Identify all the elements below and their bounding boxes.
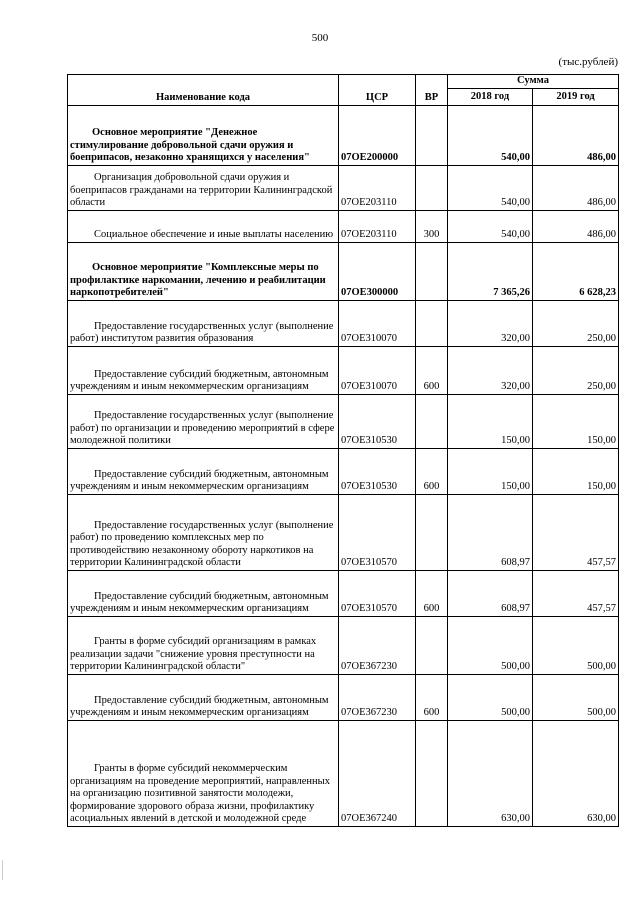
row-name: Социальное обеспечение и иные выплаты населению — [68, 211, 339, 243]
table-row — [68, 571, 619, 617]
row-2018: 608,97 — [448, 571, 533, 617]
row-csr: 07ОЕ367230 — [339, 617, 416, 675]
row-vr: 600 — [416, 347, 448, 395]
table-row — [68, 301, 619, 347]
row-name: Организация добровольной сдачи оружия и боеприпасов гражданами на территории Калининградской области — [68, 166, 339, 211]
row-name: Предоставление субсидий бюджетным, автономным учреждениям и иным некоммерческим организациям — [68, 571, 339, 617]
header-2019: 2019 год — [533, 89, 619, 106]
row-vr: 600 — [416, 571, 448, 617]
row-csr: 07ОЕ310530 — [339, 449, 416, 495]
row-csr: 07ОЕ203110 — [339, 166, 416, 211]
row-name: Предоставление субсидий бюджетным, автономным учреждениям и иным некоммерческим организациям — [68, 449, 339, 495]
row-name: Предоставление субсидий бюджетным, автономным учреждениям и иным некоммерческим организациям — [68, 347, 339, 395]
row-vr: 600 — [416, 675, 448, 721]
row-2019: 150,00 — [533, 395, 619, 449]
row-name: Предоставление государственных услуг (выполнение работ) по проведению комплексных мер по противодействию незаконному обороту наркотиков на территории Калининградской области — [68, 495, 339, 571]
row-name: Основное мероприятие "Денежное стимулирование добровольной сдачи оружия и боеприпасов, незаконно хранящихся у населения" — [68, 106, 339, 166]
row-vr — [416, 301, 448, 347]
row-2018: 320,00 — [448, 301, 533, 347]
row-name: Основное мероприятие "Комплексные меры по профилактике наркомании, лечению и реабилитации наркопотребителей" — [68, 243, 339, 301]
row-name: Гранты в форме субсидий организациям в рамках реализации задачи "снижение уровня преступности на территории Калининградской области" — [68, 617, 339, 675]
row-vr: 600 — [416, 449, 448, 495]
row-name: Гранты в форме субсидий некоммерческим организациям на проведение мероприятий, направленных на организацию позитивной занятости молодежи, формирование здорового образа жизни, профилактику асоциальных явлений в детской и молодежной среде — [68, 721, 339, 827]
row-name: Предоставление субсидий бюджетным, автономным учреждениям и иным некоммерческим организациям — [68, 675, 339, 721]
table-row — [68, 106, 619, 166]
table-row — [68, 166, 619, 211]
row-vr — [416, 106, 448, 166]
table-row — [68, 721, 619, 827]
table-row — [68, 675, 619, 721]
row-name: Предоставление государственных услуг (выполнение работ) по организации и проведению мероприятий в сфере молодежной политики — [68, 395, 339, 449]
row-2019: 150,00 — [533, 449, 619, 495]
row-csr: 07ОЕ203110 — [339, 211, 416, 243]
row-2019: 486,00 — [533, 106, 619, 166]
row-csr: 07ОЕ367230 — [339, 675, 416, 721]
table-row — [68, 243, 619, 301]
header-sum: Сумма — [448, 75, 619, 89]
page-number: 500 — [311, 32, 329, 44]
row-vr — [416, 617, 448, 675]
header-name: Наименование кода — [68, 75, 339, 106]
row-csr: 07ОЕ300000 — [339, 243, 416, 301]
row-2019: 457,57 — [533, 495, 619, 571]
row-2019: 6 628,23 — [533, 243, 619, 301]
row-name: Предоставление государственных услуг (выполнение работ) институтом развития образования — [68, 301, 339, 347]
row-csr: 07ОЕ310570 — [339, 495, 416, 571]
row-2018: 7 365,26 — [448, 243, 533, 301]
row-csr: 07ОЕ367240 — [339, 721, 416, 827]
row-vr — [416, 243, 448, 301]
row-vr: 300 — [416, 211, 448, 243]
row-2018: 540,00 — [448, 106, 533, 166]
row-2019: 486,00 — [533, 211, 619, 243]
row-vr — [416, 495, 448, 571]
row-vr — [416, 395, 448, 449]
row-vr — [416, 166, 448, 211]
units-label: (тыс.рублей) — [558, 56, 618, 68]
header-vr: ВР — [416, 75, 448, 106]
scan-edge-mark — [2, 860, 3, 880]
table-row — [68, 211, 619, 243]
header-2018: 2018 год — [448, 89, 533, 106]
row-2018: 608,97 — [448, 495, 533, 571]
row-csr: 07ОЕ200000 — [339, 106, 416, 166]
header-csr: ЦСР — [339, 75, 416, 106]
row-2019: 457,57 — [533, 571, 619, 617]
row-2018: 320,00 — [448, 347, 533, 395]
table-row — [68, 617, 619, 675]
row-2018: 540,00 — [448, 211, 533, 243]
row-2019: 630,00 — [533, 721, 619, 827]
row-csr: 07ОЕ310070 — [339, 347, 416, 395]
table-row — [68, 347, 619, 395]
table-row — [68, 495, 619, 571]
row-2018: 500,00 — [448, 617, 533, 675]
row-2018: 630,00 — [448, 721, 533, 827]
row-2018: 500,00 — [448, 675, 533, 721]
row-vr — [416, 721, 448, 827]
row-2018: 150,00 — [448, 395, 533, 449]
row-csr: 07ОЕ310530 — [339, 395, 416, 449]
row-2019: 500,00 — [533, 617, 619, 675]
row-csr: 07ОЕ310070 — [339, 301, 416, 347]
row-2019: 250,00 — [533, 347, 619, 395]
row-2018: 540,00 — [448, 166, 533, 211]
row-2018: 150,00 — [448, 449, 533, 495]
table-row — [68, 395, 619, 449]
budget-table — [67, 74, 619, 827]
table-row — [68, 449, 619, 495]
row-2019: 500,00 — [533, 675, 619, 721]
row-csr: 07ОЕ310570 — [339, 571, 416, 617]
row-2019: 486,00 — [533, 166, 619, 211]
row-2019: 250,00 — [533, 301, 619, 347]
